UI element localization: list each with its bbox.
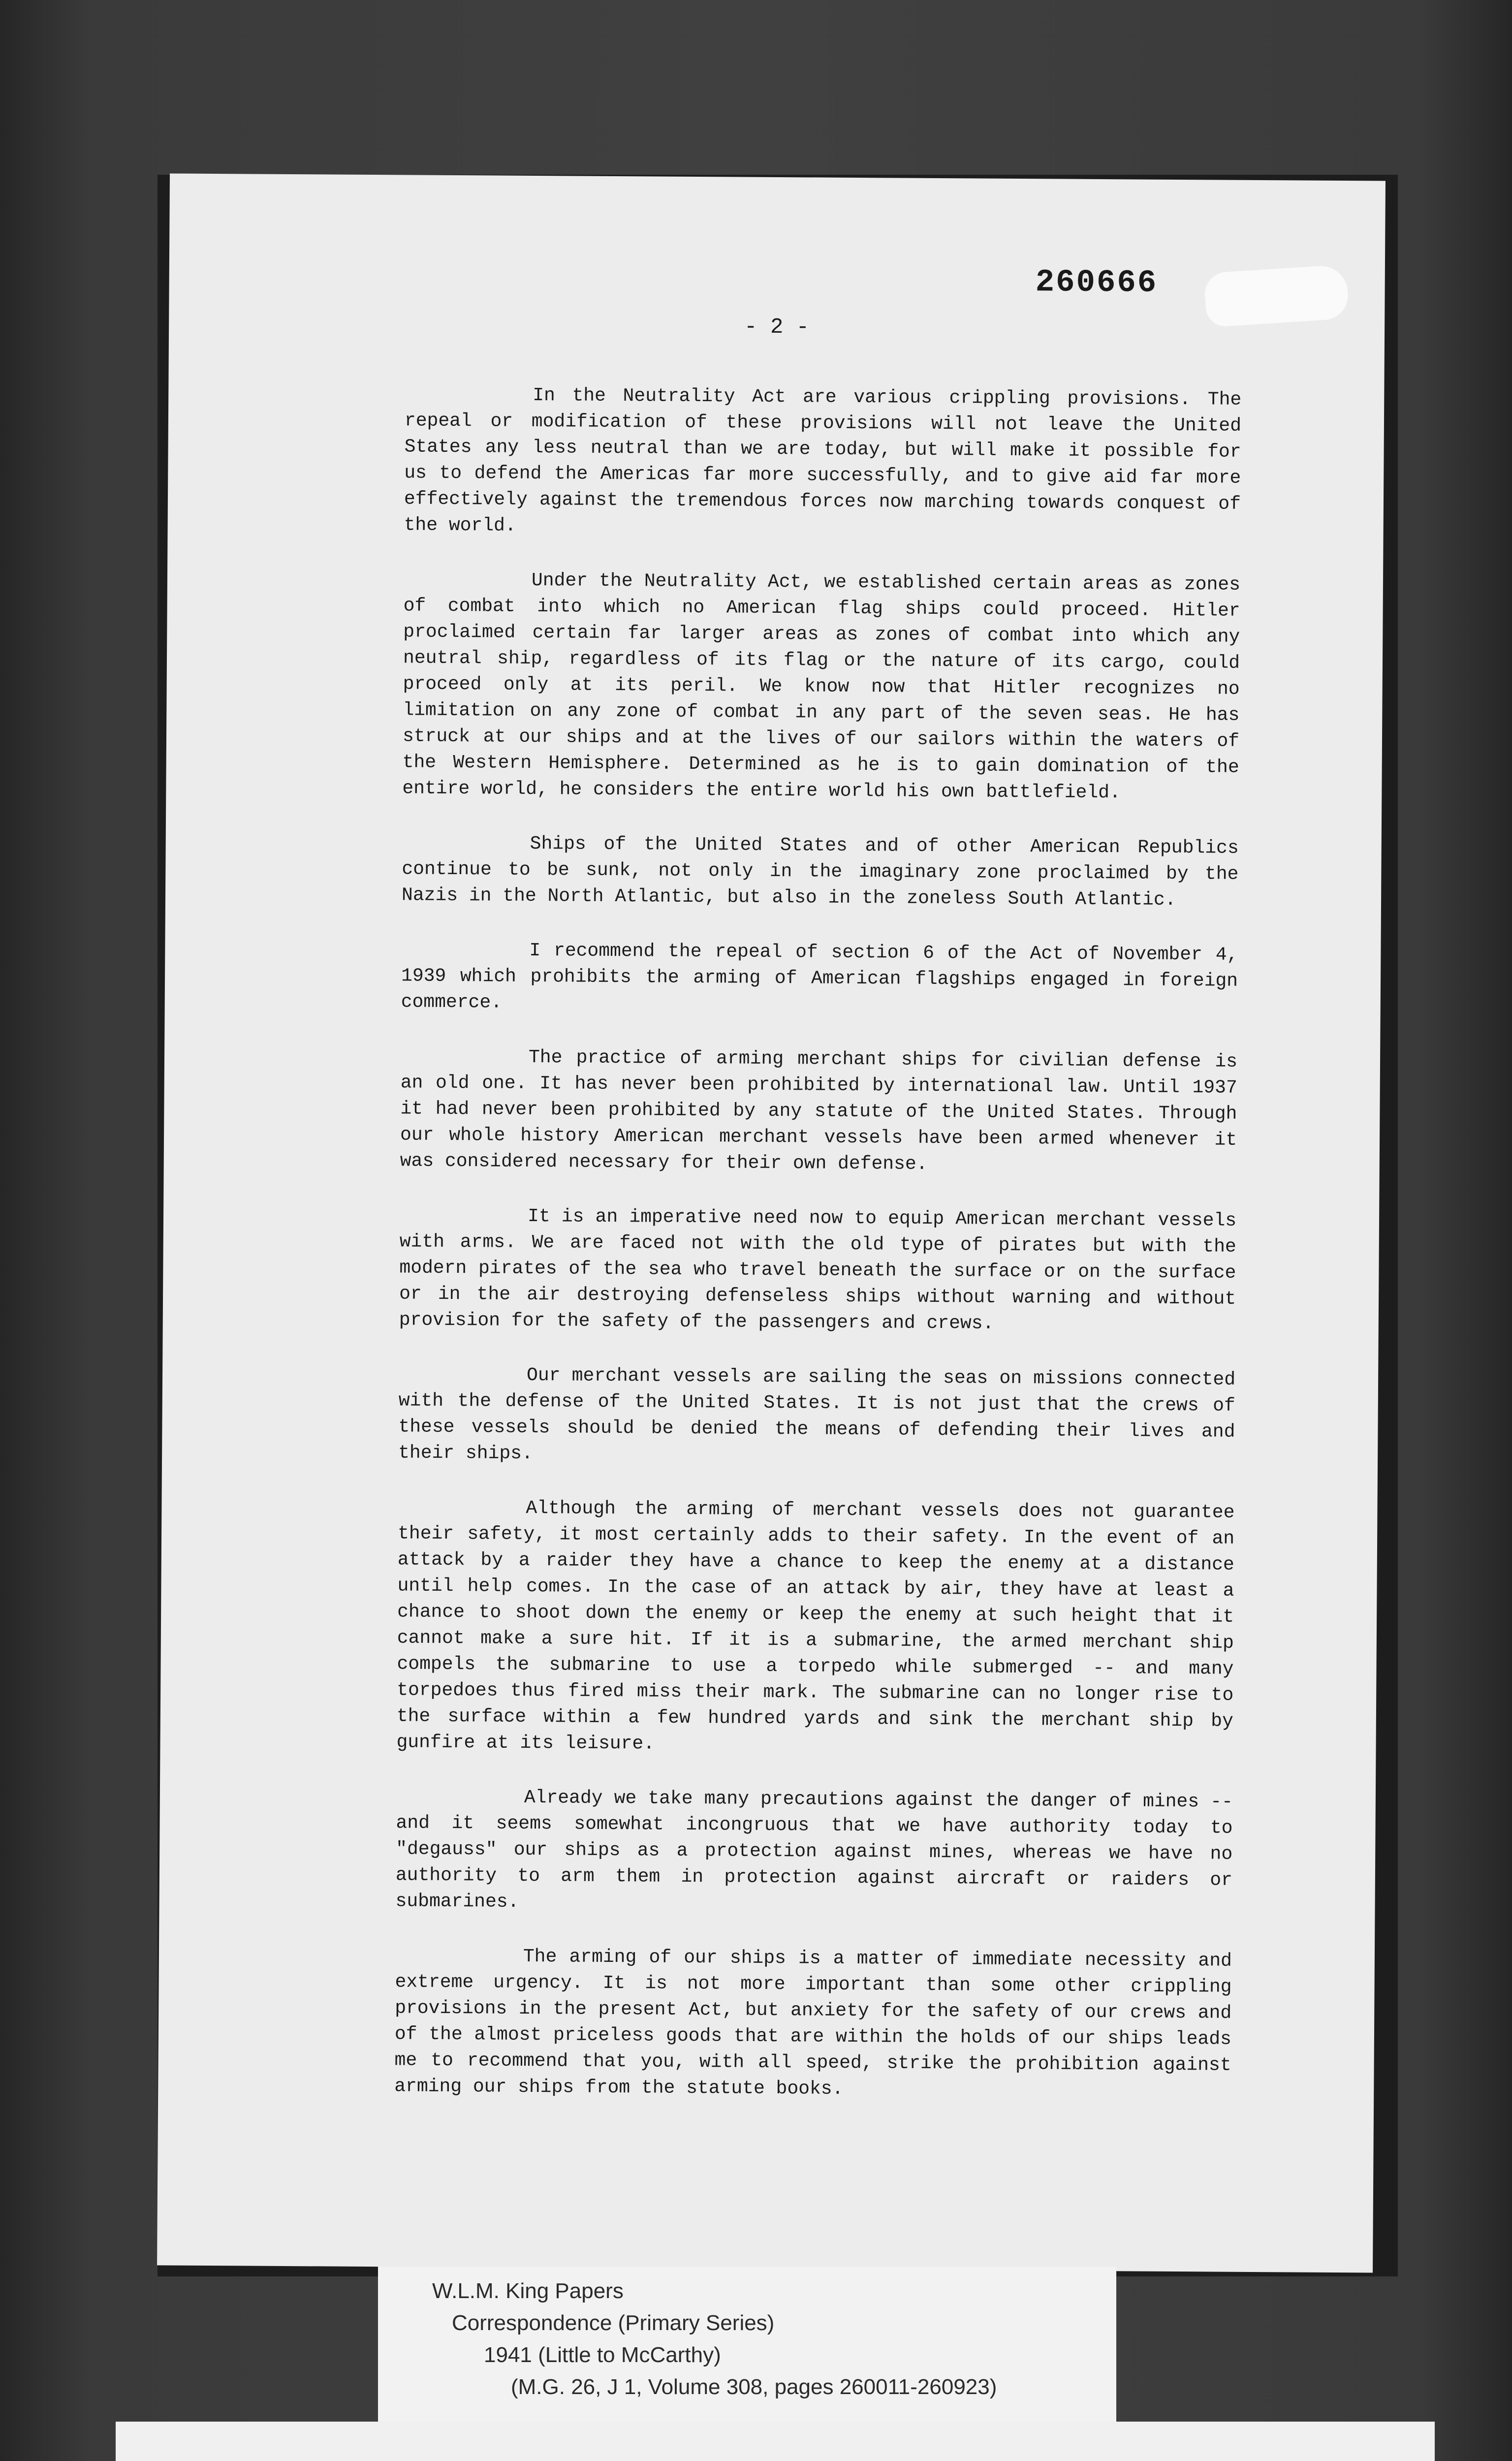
paragraph: Although the arming of merchant vessels does not guarantee their safety, it most certainly adds to their safety. In the event of an attack by a raider they have a chance to keep the enemy at a distance until help comes. In the case of an attack by air, they have at least a chance to shoot down the enemy or keep the enemy at such height that it cannot make a sure hit. If it is a submarine, the armed merchant ship compels the submarine to use a torpedo while submerged -- and many torpedoes thus fired miss their mark. The submarine can no longer rise to the surface within a few hundred yards and sink the merchant ship by gunfire at its leisure. xyxy=(396,1497,1235,1755)
paragraph: Ships of the United States and of other American Republics continue to be sunk, not only in the imaginary zone proclaimed by the Nazis in the North Atlantic, but also in the zoneless South Atlantic. xyxy=(401,833,1239,911)
paragraph: In the Neutrality Act are various crippling provisions. The repeal or modification of these provisions will not leave the United States any less neutral than we are today, but will make it possible for us to defend the Americas far more successfully, and to give aid far more effectively against the tremendous forces now marching towards conquest of the world. xyxy=(404,384,1242,536)
paragraph: Under the Neutrality Act, we established certain areas as zones of combat into which no American flag ships could proceed. Hitler proclaimed certain far larger areas as zones of combat into which any neutral ship, regardless of its flag or the nature of its cargo, could proceed only at its peril. We know now that Hitler recognizes no limitation on any zone of combat in any part of the seven seas. He has struck at our ships and at the lives of our sailors within the waters of the Western Hemisphere. Determined as he is to gain domination of the entire world, he considers the entire world his own battlefield. xyxy=(402,569,1241,804)
document-body xyxy=(394,381,1242,2133)
document-number: 260666 xyxy=(1035,265,1158,301)
paragraph: Our merchant vessels are sailing the seas on missions connected with the defense of the United States. It is not just that the crews of these vessels should be denied the means of defending their lives and their ships. xyxy=(398,1364,1236,1465)
archives-board xyxy=(116,2422,1435,2461)
paragraph: Already we take many precautions against the danger of mines -- and it seems somewhat incongruous that we have authority today to "degauss" our ships as a protection against mines, whereas we have no authority to arm them in protection against aircraft or raiders or submarines. xyxy=(395,1787,1233,1913)
label-series: Correspondence (Primary Series) xyxy=(452,2311,775,2335)
paragraph: The practice of arming merchant ships for civilian defense is an old one. It has never been prohibited by international law. Until 1937 it had never been prohibited by any statute of the United States. Through our whole history American merchant vessels have been armed whenever it was considered necessary for their own defense. xyxy=(400,1046,1238,1175)
paragraph: I recommend the repeal of section 6 of the Act of November 4, 1939 which prohibits the arming of American flagships engaged in foreign commerce. xyxy=(401,940,1238,1013)
archive-label-card xyxy=(378,2267,1116,2424)
label-year-range: 1941 (Little to McCarthy) xyxy=(484,2343,721,2367)
paragraph: It is an imperative need now to equip American merchant vessels with arms. We are faced not with the old type of pirates but with the modern pirates of the sea who travel beneath the surface or on the surface or in the air destroying defenseless ships without warning and without provision for the safety of the passengers and crews. xyxy=(399,1205,1237,1334)
label-reference: (M.G. 26, J 1, Volume 308, pages 260011-260923) xyxy=(511,2375,997,2399)
document-page xyxy=(157,173,1386,2272)
paragraph: The arming of our ships is a matter of immediate necessity and extreme urgency. It is not more important than some other crippling provisions in the present Act, but anxiety for the safety of our crews and of the almost priceless goods that are within the holds of our ships leads me to recommend that you, with all speed, strike the prohibition against arming our ships from the statute books. xyxy=(394,1946,1232,2100)
label-collection: W.L.M. King Papers xyxy=(432,2279,624,2303)
page-number: - 2 - xyxy=(744,315,810,340)
